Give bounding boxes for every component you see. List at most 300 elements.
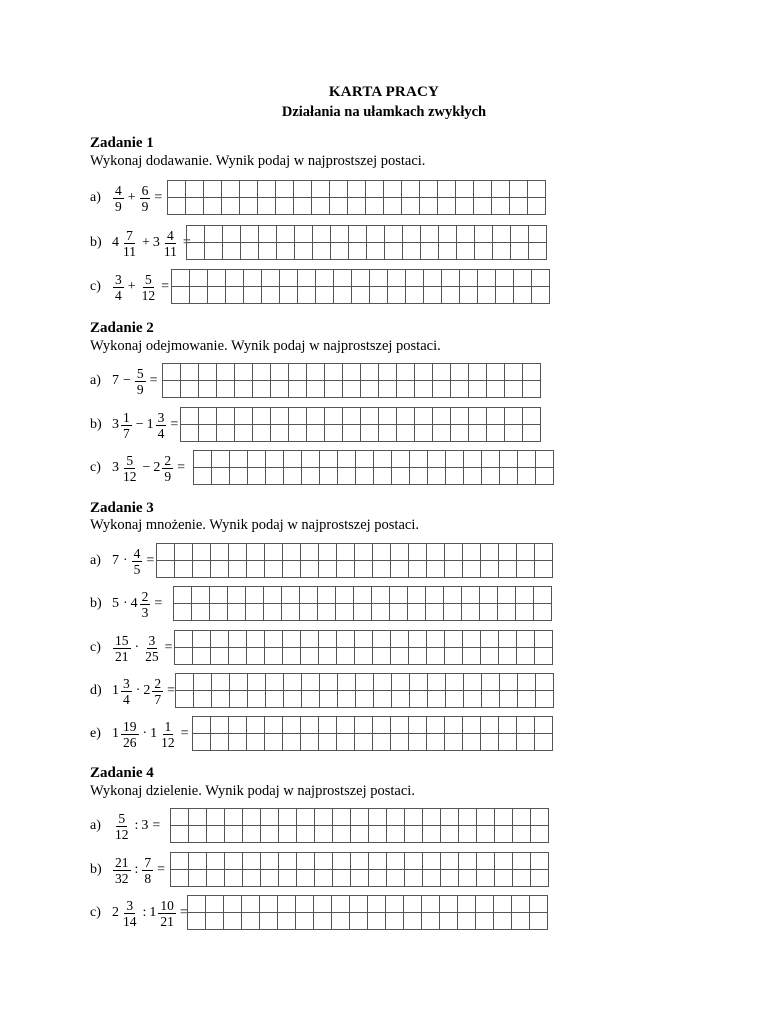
answer-cell[interactable] [222, 198, 240, 215]
answer-cell[interactable] [229, 544, 247, 561]
answer-cell[interactable] [410, 468, 428, 485]
answer-cell[interactable] [423, 826, 441, 843]
answer-cell[interactable] [456, 198, 474, 215]
answer-cell[interactable] [316, 270, 334, 287]
answer-cell[interactable] [307, 364, 325, 381]
answer-cell[interactable] [334, 270, 352, 287]
answer-cell[interactable] [212, 468, 230, 485]
answer-cell[interactable] [211, 717, 229, 734]
answer-cell[interactable] [296, 913, 314, 930]
answer-cell[interactable] [171, 870, 189, 887]
answer-cell[interactable] [208, 270, 226, 287]
answer-cell[interactable] [351, 870, 369, 887]
answer-cell[interactable] [235, 425, 253, 442]
answer-cell[interactable] [403, 226, 421, 243]
answer-cell[interactable] [247, 717, 265, 734]
answer-cell[interactable] [517, 717, 535, 734]
answer-cell[interactable] [517, 631, 535, 648]
answer-cell[interactable] [283, 631, 301, 648]
answer-cell[interactable] [280, 287, 298, 304]
answer-cell[interactable] [266, 674, 284, 691]
answer-cell[interactable] [370, 270, 388, 287]
answer-cell[interactable] [265, 544, 283, 561]
answer-cell[interactable] [337, 544, 355, 561]
answer-cell[interactable] [391, 734, 409, 751]
answer-cell[interactable] [499, 734, 517, 751]
answer-cell[interactable] [225, 809, 243, 826]
answer-cell[interactable] [319, 648, 337, 665]
answer-cell[interactable] [258, 181, 276, 198]
answer-cell[interactable] [366, 198, 384, 215]
answer-cell[interactable] [300, 604, 318, 621]
answer-cell[interactable] [408, 587, 426, 604]
answer-cell[interactable] [194, 451, 212, 468]
answer-cell[interactable] [278, 913, 296, 930]
answer-cell[interactable] [392, 674, 410, 691]
answer-cell[interactable] [315, 809, 333, 826]
answer-cell[interactable] [446, 468, 464, 485]
answer-cell[interactable] [405, 870, 423, 887]
answer-cell[interactable] [283, 717, 301, 734]
answer-cell[interactable] [384, 181, 402, 198]
answer-cell[interactable] [369, 826, 387, 843]
answer-cell[interactable] [535, 648, 553, 665]
answer-cell[interactable] [433, 364, 451, 381]
answer-cell[interactable] [460, 287, 478, 304]
answer-cell[interactable] [318, 587, 336, 604]
answer-cell[interactable] [243, 826, 261, 843]
answer-cell[interactable] [189, 826, 207, 843]
answer-cell[interactable] [262, 270, 280, 287]
answer-cell[interactable] [374, 691, 392, 708]
answer-cell[interactable] [402, 181, 420, 198]
answer-cell[interactable] [523, 364, 541, 381]
answer-cell[interactable] [535, 561, 553, 578]
answer-cell[interactable] [498, 587, 516, 604]
answer-cell[interactable] [243, 853, 261, 870]
answer-cell[interactable] [343, 425, 361, 442]
answer-cell[interactable] [174, 587, 192, 604]
answer-cell[interactable] [181, 408, 199, 425]
answer-cell[interactable] [225, 826, 243, 843]
answer-cell[interactable] [535, 631, 553, 648]
answer-cell[interactable] [463, 631, 481, 648]
answer-cell[interactable] [171, 853, 189, 870]
answer-cell[interactable] [247, 544, 265, 561]
answer-cell[interactable] [271, 364, 289, 381]
answer-cell[interactable] [440, 896, 458, 913]
answer-cell[interactable] [408, 604, 426, 621]
answer-cell[interactable] [405, 826, 423, 843]
answer-cell[interactable] [475, 243, 493, 260]
answer-cell[interactable] [477, 826, 495, 843]
answer-cell[interactable] [518, 691, 536, 708]
answer-cell[interactable] [500, 451, 518, 468]
answer-cell[interactable] [217, 425, 235, 442]
answer-cell[interactable] [193, 648, 211, 665]
answer-cell[interactable] [199, 364, 217, 381]
answer-cell[interactable] [297, 826, 315, 843]
answer-cell[interactable] [511, 243, 529, 260]
answer-cell[interactable] [463, 717, 481, 734]
answer-cell[interactable] [253, 364, 271, 381]
answer-cell[interactable] [439, 226, 457, 243]
answer-cell[interactable] [343, 408, 361, 425]
answer-cell[interactable] [402, 198, 420, 215]
answer-cell[interactable] [230, 674, 248, 691]
answer-cell[interactable] [193, 631, 211, 648]
answer-cell[interactable] [223, 243, 241, 260]
answer-cell[interactable] [289, 408, 307, 425]
answer-cell[interactable] [301, 734, 319, 751]
answer-cell[interactable] [487, 381, 505, 398]
answer-cell[interactable] [289, 381, 307, 398]
answer-cell[interactable] [351, 826, 369, 843]
answer-cell[interactable] [531, 809, 549, 826]
answer-cell[interactable] [517, 648, 535, 665]
answer-cell[interactable] [384, 198, 402, 215]
answer-cell[interactable] [194, 691, 212, 708]
answer-cell[interactable] [348, 181, 366, 198]
answer-cell[interactable] [481, 717, 499, 734]
answer-cell[interactable] [373, 734, 391, 751]
answer-cell[interactable] [244, 270, 262, 287]
answer-cell[interactable] [284, 691, 302, 708]
answer-cell[interactable] [444, 604, 462, 621]
answer-cell[interactable] [265, 717, 283, 734]
answer-cell[interactable] [446, 451, 464, 468]
answer-cell[interactable] [387, 809, 405, 826]
answer-cell[interactable] [176, 691, 194, 708]
answer-cell[interactable] [433, 425, 451, 442]
answer-cell[interactable] [481, 544, 499, 561]
answer-cell[interactable] [427, 561, 445, 578]
answer-cell[interactable] [261, 826, 279, 843]
answer-cell[interactable] [301, 717, 319, 734]
answer-cell[interactable] [444, 587, 462, 604]
answer-cell[interactable] [415, 364, 433, 381]
answer-cell[interactable] [266, 691, 284, 708]
answer-cell[interactable] [228, 604, 246, 621]
answer-grid[interactable] [180, 407, 541, 442]
answer-cell[interactable] [428, 451, 446, 468]
answer-cell[interactable] [422, 896, 440, 913]
answer-cell[interactable] [217, 364, 235, 381]
answer-cell[interactable] [355, 734, 373, 751]
answer-cell[interactable] [266, 451, 284, 468]
answer-cell[interactable] [247, 648, 265, 665]
answer-cell[interactable] [297, 809, 315, 826]
answer-cell[interactable] [282, 587, 300, 604]
answer-cell[interactable] [211, 734, 229, 751]
answer-cell[interactable] [186, 198, 204, 215]
answer-cell[interactable] [442, 270, 460, 287]
answer-cell[interactable] [536, 451, 554, 468]
answer-cell[interactable] [446, 691, 464, 708]
answer-cell[interactable] [174, 604, 192, 621]
answer-cell[interactable] [514, 270, 532, 287]
answer-cell[interactable] [271, 425, 289, 442]
answer-cell[interactable] [428, 468, 446, 485]
answer-cell[interactable] [343, 381, 361, 398]
answer-cell[interactable] [513, 826, 531, 843]
answer-cell[interactable] [276, 198, 294, 215]
answer-cell[interactable] [518, 451, 536, 468]
answer-cell[interactable] [354, 604, 372, 621]
answer-cell[interactable] [319, 734, 337, 751]
answer-cell[interactable] [211, 648, 229, 665]
answer-cell[interactable] [279, 870, 297, 887]
answer-cell[interactable] [320, 468, 338, 485]
answer-cell[interactable] [462, 587, 480, 604]
answer-cell[interactable] [349, 226, 367, 243]
answer-cell[interactable] [242, 896, 260, 913]
answer-cell[interactable] [374, 451, 392, 468]
answer-cell[interactable] [300, 587, 318, 604]
answer-cell[interactable] [397, 425, 415, 442]
answer-cell[interactable] [248, 468, 266, 485]
answer-cell[interactable] [229, 734, 247, 751]
answer-cell[interactable] [265, 648, 283, 665]
answer-grid[interactable] [186, 225, 547, 260]
answer-cell[interactable] [295, 243, 313, 260]
answer-cell[interactable] [523, 425, 541, 442]
answer-cell[interactable] [487, 425, 505, 442]
answer-cell[interactable] [325, 425, 343, 442]
answer-cell[interactable] [264, 587, 282, 604]
answer-cell[interactable] [224, 913, 242, 930]
answer-cell[interactable] [313, 243, 331, 260]
answer-cell[interactable] [313, 226, 331, 243]
answer-cell[interactable] [409, 648, 427, 665]
answer-cell[interactable] [333, 870, 351, 887]
answer-cell[interactable] [247, 734, 265, 751]
answer-cell[interactable] [480, 604, 498, 621]
answer-cell[interactable] [459, 826, 477, 843]
answer-cell[interactable] [410, 691, 428, 708]
answer-cell[interactable] [298, 270, 316, 287]
answer-cell[interactable] [477, 853, 495, 870]
answer-cell[interactable] [482, 691, 500, 708]
answer-cell[interactable] [331, 243, 349, 260]
answer-cell[interactable] [374, 468, 392, 485]
answer-cell[interactable] [235, 408, 253, 425]
answer-cell[interactable] [469, 408, 487, 425]
answer-cell[interactable] [355, 561, 373, 578]
answer-cell[interactable] [499, 561, 517, 578]
answer-cell[interactable] [277, 226, 295, 243]
answer-cell[interactable] [265, 631, 283, 648]
answer-grid[interactable] [167, 180, 546, 215]
answer-cell[interactable] [516, 604, 534, 621]
answer-cell[interactable] [529, 243, 547, 260]
answer-cell[interactable] [373, 561, 391, 578]
answer-cell[interactable] [212, 691, 230, 708]
answer-cell[interactable] [172, 287, 190, 304]
answer-cell[interactable] [175, 631, 193, 648]
answer-cell[interactable] [176, 674, 194, 691]
answer-cell[interactable] [439, 243, 457, 260]
answer-grid[interactable] [187, 895, 548, 930]
answer-cell[interactable] [333, 809, 351, 826]
answer-cell[interactable] [427, 734, 445, 751]
answer-cell[interactable] [445, 561, 463, 578]
answer-cell[interactable] [369, 870, 387, 887]
answer-cell[interactable] [391, 561, 409, 578]
answer-cell[interactable] [415, 425, 433, 442]
answer-cell[interactable] [451, 381, 469, 398]
answer-cell[interactable] [474, 181, 492, 198]
answer-cell[interactable] [397, 381, 415, 398]
answer-cell[interactable] [387, 853, 405, 870]
answer-cell[interactable] [260, 913, 278, 930]
answer-cell[interactable] [295, 226, 313, 243]
answer-cell[interactable] [457, 243, 475, 260]
answer-cell[interactable] [487, 364, 505, 381]
answer-cell[interactable] [226, 270, 244, 287]
answer-cell[interactable] [229, 561, 247, 578]
answer-cell[interactable] [243, 870, 261, 887]
answer-cell[interactable] [456, 181, 474, 198]
answer-cell[interactable] [388, 287, 406, 304]
answer-cell[interactable] [337, 561, 355, 578]
answer-cell[interactable] [534, 587, 552, 604]
answer-cell[interactable] [279, 826, 297, 843]
answer-cell[interactable] [248, 451, 266, 468]
answer-cell[interactable] [406, 287, 424, 304]
answer-cell[interactable] [278, 896, 296, 913]
answer-cell[interactable] [409, 717, 427, 734]
answer-cell[interactable] [211, 631, 229, 648]
answer-cell[interactable] [207, 826, 225, 843]
answer-cell[interactable] [297, 853, 315, 870]
answer-cell[interactable] [366, 181, 384, 198]
answer-cell[interactable] [513, 809, 531, 826]
answer-cell[interactable] [187, 243, 205, 260]
answer-cell[interactable] [312, 198, 330, 215]
answer-cell[interactable] [301, 544, 319, 561]
answer-cell[interactable] [409, 544, 427, 561]
answer-cell[interactable] [248, 674, 266, 691]
answer-cell[interactable] [441, 826, 459, 843]
answer-cell[interactable] [361, 381, 379, 398]
answer-cell[interactable] [356, 674, 374, 691]
answer-cell[interactable] [175, 648, 193, 665]
answer-cell[interactable] [510, 181, 528, 198]
answer-cell[interactable] [421, 243, 439, 260]
answer-cell[interactable] [187, 226, 205, 243]
answer-cell[interactable] [433, 381, 451, 398]
answer-cell[interactable] [283, 544, 301, 561]
answer-cell[interactable] [385, 243, 403, 260]
answer-cell[interactable] [459, 870, 477, 887]
answer-cell[interactable] [325, 408, 343, 425]
answer-cell[interactable] [390, 587, 408, 604]
answer-cell[interactable] [460, 270, 478, 287]
answer-cell[interactable] [351, 853, 369, 870]
answer-cell[interactable] [296, 896, 314, 913]
answer-cell[interactable] [517, 561, 535, 578]
answer-cell[interactable] [464, 468, 482, 485]
answer-cell[interactable] [207, 809, 225, 826]
answer-cell[interactable] [445, 631, 463, 648]
answer-cell[interactable] [409, 631, 427, 648]
answer-cell[interactable] [428, 674, 446, 691]
answer-cell[interactable] [172, 270, 190, 287]
answer-cell[interactable] [427, 648, 445, 665]
answer-cell[interactable] [372, 587, 390, 604]
answer-cell[interactable] [235, 381, 253, 398]
answer-cell[interactable] [409, 561, 427, 578]
answer-cell[interactable] [294, 198, 312, 215]
answer-cell[interactable] [168, 198, 186, 215]
answer-cell[interactable] [260, 896, 278, 913]
answer-cell[interactable] [476, 896, 494, 913]
answer-cell[interactable] [307, 425, 325, 442]
answer-cell[interactable] [210, 604, 228, 621]
answer-cell[interactable] [481, 734, 499, 751]
answer-cell[interactable] [330, 181, 348, 198]
answer-cell[interactable] [266, 468, 284, 485]
answer-cell[interactable] [487, 408, 505, 425]
answer-cell[interactable] [392, 691, 410, 708]
answer-cell[interactable] [464, 691, 482, 708]
answer-cell[interactable] [319, 561, 337, 578]
answer-cell[interactable] [361, 425, 379, 442]
answer-cell[interactable] [510, 198, 528, 215]
answer-cell[interactable] [355, 631, 373, 648]
answer-cell[interactable] [420, 198, 438, 215]
answer-cell[interactable] [193, 734, 211, 751]
answer-cell[interactable] [242, 913, 260, 930]
answer-cell[interactable] [283, 561, 301, 578]
answer-cell[interactable] [217, 381, 235, 398]
answer-cell[interactable] [279, 853, 297, 870]
answer-cell[interactable] [314, 913, 332, 930]
answer-cell[interactable] [348, 198, 366, 215]
answer-cell[interactable] [163, 364, 181, 381]
answer-cell[interactable] [392, 468, 410, 485]
answer-cell[interactable] [212, 674, 230, 691]
answer-cell[interactable] [241, 226, 259, 243]
answer-cell[interactable] [163, 381, 181, 398]
answer-cell[interactable] [211, 544, 229, 561]
answer-cell[interactable] [247, 631, 265, 648]
answer-cell[interactable] [529, 226, 547, 243]
answer-cell[interactable] [229, 648, 247, 665]
answer-cell[interactable] [235, 364, 253, 381]
answer-cell[interactable] [422, 913, 440, 930]
answer-cell[interactable] [224, 896, 242, 913]
answer-cell[interactable] [225, 853, 243, 870]
answer-cell[interactable] [373, 648, 391, 665]
answer-cell[interactable] [445, 648, 463, 665]
answer-cell[interactable] [512, 913, 530, 930]
answer-cell[interactable] [481, 631, 499, 648]
answer-cell[interactable] [421, 226, 439, 243]
answer-cell[interactable] [297, 870, 315, 887]
answer-cell[interactable] [438, 198, 456, 215]
answer-cell[interactable] [386, 896, 404, 913]
answer-cell[interactable] [301, 561, 319, 578]
answer-cell[interactable] [271, 381, 289, 398]
answer-cell[interactable] [356, 451, 374, 468]
answer-cell[interactable] [410, 451, 428, 468]
answer-cell[interactable] [535, 734, 553, 751]
answer-cell[interactable] [247, 561, 265, 578]
answer-cell[interactable] [480, 587, 498, 604]
answer-cell[interactable] [451, 364, 469, 381]
